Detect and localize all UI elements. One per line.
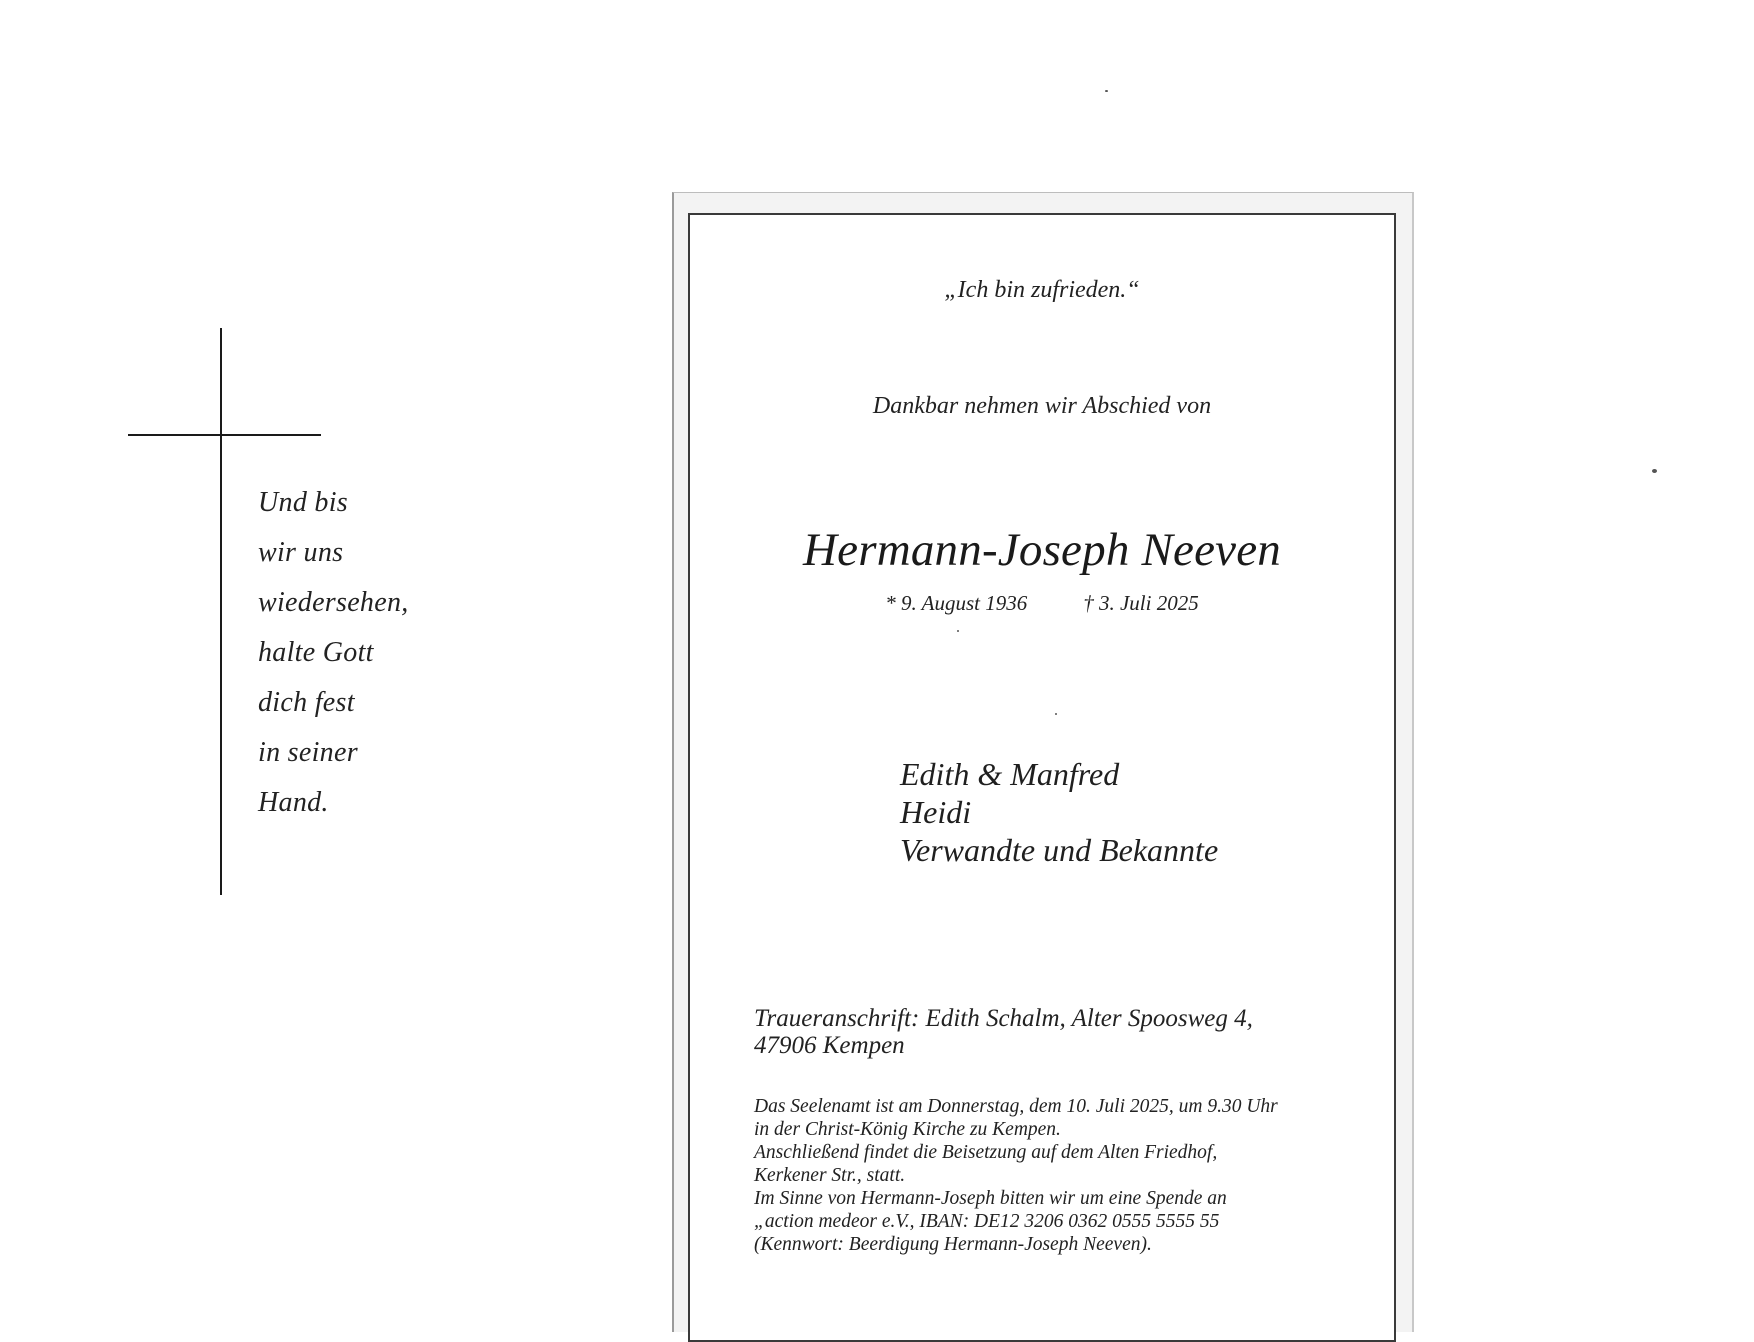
intro-text: Dankbar nehmen wir Abschied von [872,393,1212,419]
obituary-card [672,192,1414,1332]
poem-line: halte Gott [258,637,374,668]
poem-line: Und bis [258,487,348,518]
notice-line: (Kennwort: Beerdigung Hermann-Joseph Neeven). [754,1234,1152,1255]
obituary-card-frame [688,213,1396,1342]
address-line: 47906 Kempen [754,1032,905,1059]
life-dates [690,591,1394,616]
scan-speck [1055,713,1057,715]
scan-speck [957,630,959,632]
poem-line: dich fest [258,687,355,718]
poem-line: wir uns [258,537,344,568]
poem [258,478,409,828]
cross-icon-horizontal [128,434,321,436]
mourner: Heidi [900,794,972,830]
death-date: † 3. Juli 2025 [1083,591,1199,615]
cross-icon-vertical [220,328,222,895]
mourner: Edith & Manfred [900,756,1120,792]
notice-line: in der Christ-König Kirche zu Kempen. [754,1119,1061,1140]
notice-line: Im Sinne von Hermann-Joseph bitten wir um eine Spende an [754,1188,1227,1209]
deceased-name: Hermann-Joseph Neeven [803,524,1281,576]
service-notice [754,1095,1278,1256]
poem-line: in seiner [258,737,358,768]
scan-speck [1105,90,1108,92]
mourner: Verwandte und Bekannte [900,832,1219,868]
motto: „Ich bin zufrieden.“ [944,277,1140,303]
notice-line: Kerkener Str., statt. [754,1165,906,1186]
notice-line: „action medeor e.V., IBAN: DE12 3206 0362 0555 5555 55 [754,1211,1220,1232]
notice-line: Das Seelenamt ist am Donnerstag, dem 10. Juli 2025, um 9.30 Uhr [754,1096,1278,1117]
scan-speck [1652,469,1657,473]
birth-date: * 9. August 1936 [885,591,1028,615]
poem-line: Hand. [258,787,329,818]
mourning-address [754,1005,1253,1059]
notice-line: Anschließend findet die Beisetzung auf dem Alten Friedhof, [754,1142,1218,1163]
mourners-list [900,755,1218,869]
address-line: Traueranschrift: Edith Schalm, Alter Spoosweg 4, [754,1005,1253,1032]
poem-line: wiedersehen, [258,587,409,618]
